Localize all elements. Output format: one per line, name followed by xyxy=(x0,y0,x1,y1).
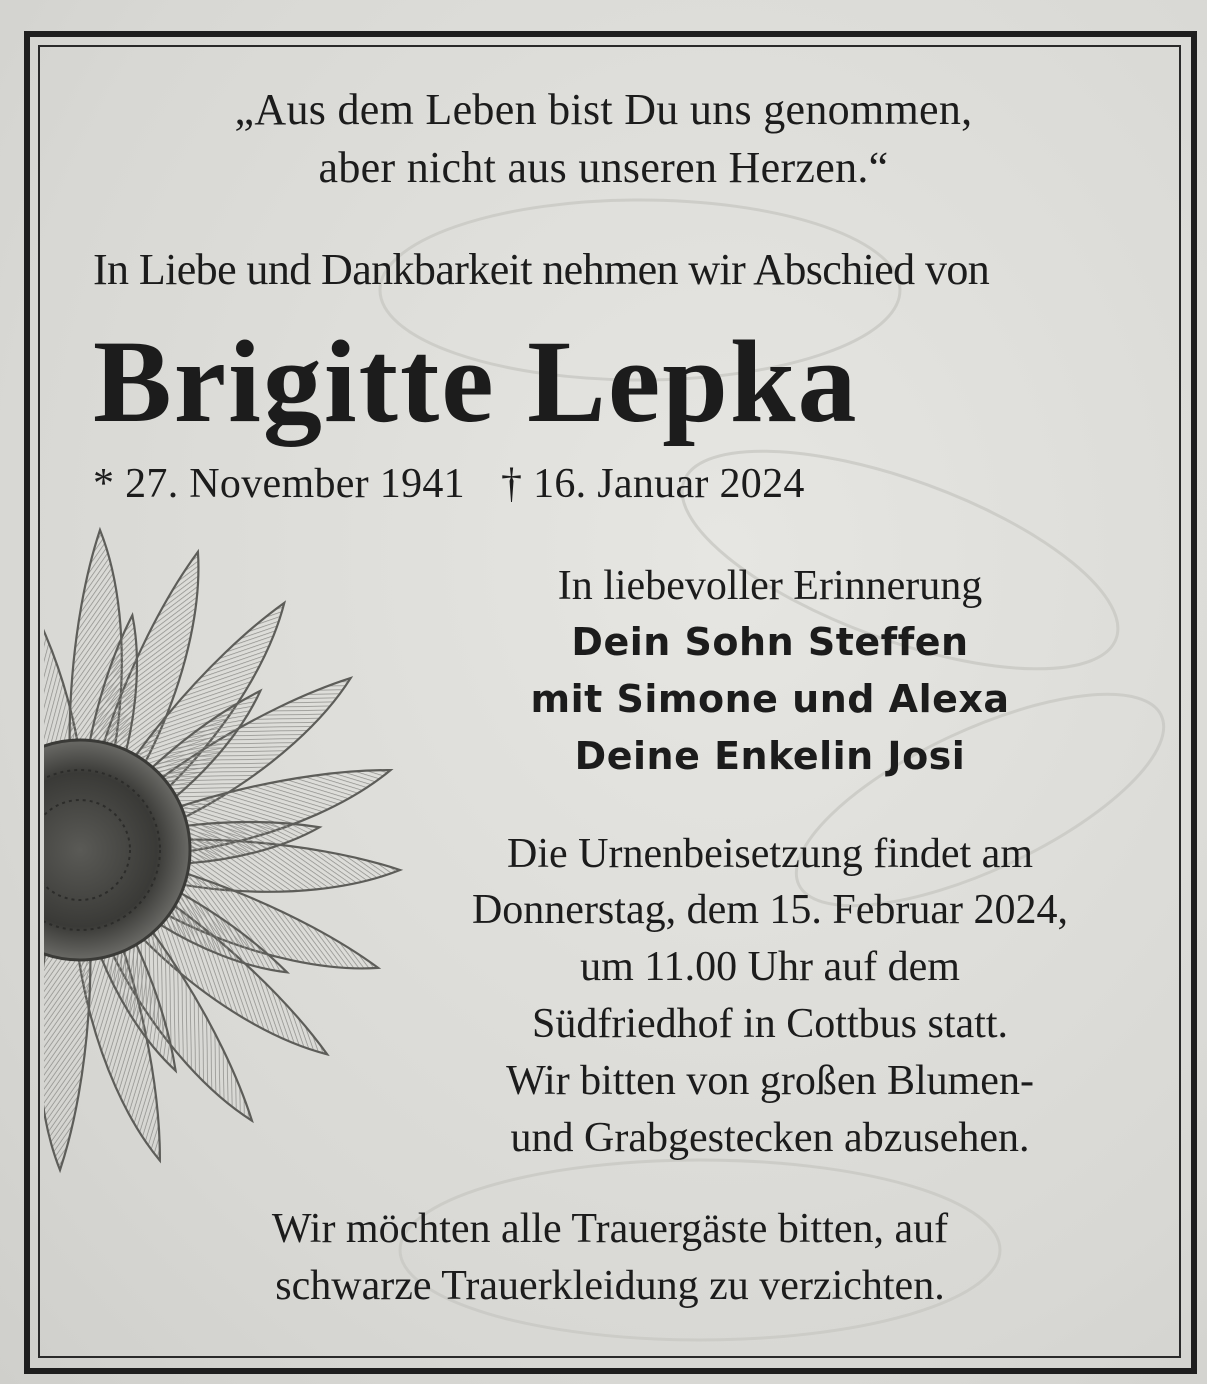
family-line-3: Deine Enkelin Josi xyxy=(574,734,966,778)
announcement-line-6: und Grabgestecken abzusehen. xyxy=(510,1115,1030,1161)
deceased-name: Brigitte Lepka xyxy=(93,316,859,447)
farewell-intro: In Liebe und Dankbarkeit nehmen wir Abschied von xyxy=(93,245,990,294)
announcement-line-2: Donnerstag, dem 15. Februar 2024, xyxy=(471,887,1069,933)
birth-date: * 27. November 1941 xyxy=(93,461,465,507)
quote-line-2: aber nicht aus unseren Herzen.“ xyxy=(318,143,889,192)
announcement-line-5: Wir bitten von großen Blumen- xyxy=(506,1058,1034,1104)
family-line-1: Dein Sohn Steffen xyxy=(571,620,969,664)
closing-line-1: Wir möchten alle Trauergäste bitten, auf xyxy=(271,1206,949,1252)
memorial-intro: In liebevoller Erinnerung xyxy=(557,563,983,609)
announcement-line-1: Die Urnenbeisetzung findet am xyxy=(507,831,1033,877)
life-dates xyxy=(93,460,805,508)
announcement-line-3: um 11.00 Uhr auf dem xyxy=(580,944,960,990)
family-line-2: mit Simone und Alexa xyxy=(530,677,1010,721)
closing-line-2: schwarze Trauerkleidung zu verzichten. xyxy=(275,1263,945,1309)
death-date: † 16. Januar 2024 xyxy=(500,461,805,507)
announcement-line-4: Südfriedhof in Cottbus statt. xyxy=(532,1001,1008,1047)
quote-line-1: „Aus dem Leben bist Du uns genommen, xyxy=(234,85,973,134)
